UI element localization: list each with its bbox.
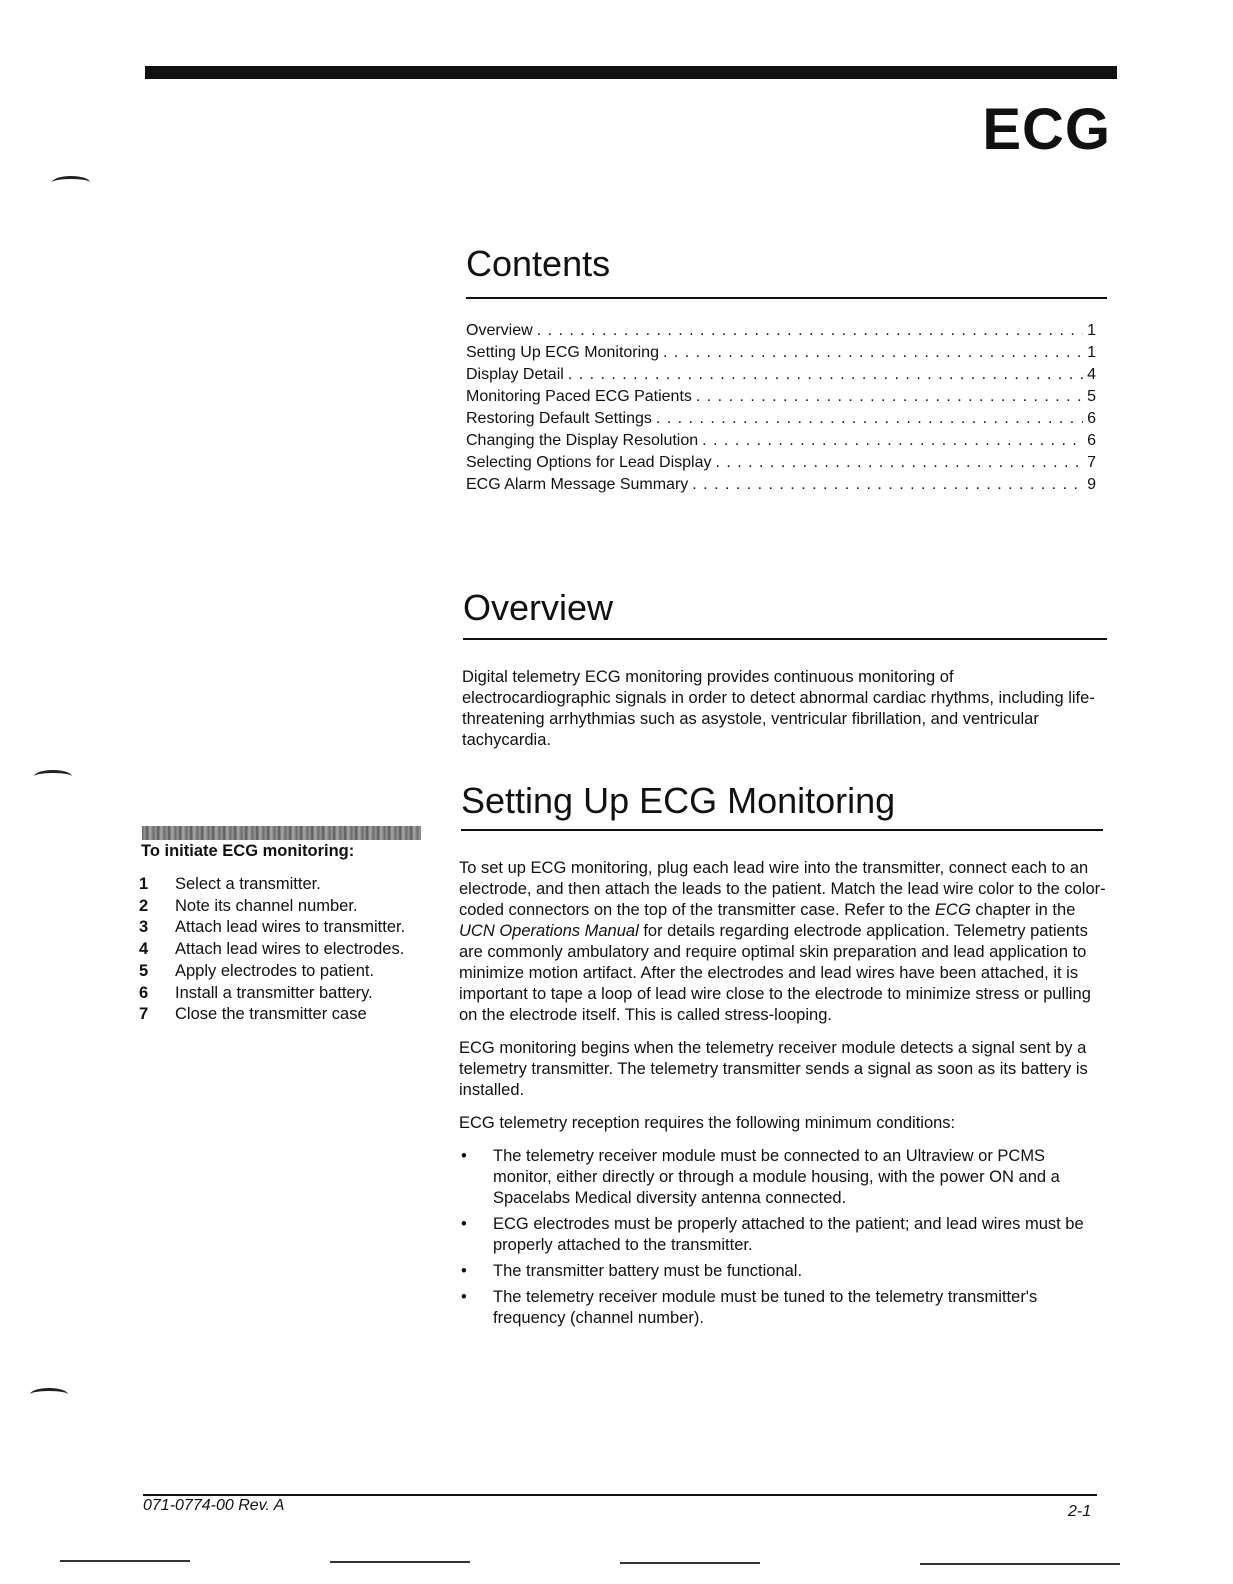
contents-title: Contents — [466, 243, 611, 284]
toc-entry[interactable] — [466, 452, 1096, 474]
toc-entry[interactable] — [466, 320, 1096, 342]
toc-entry-page: 6 — [1087, 432, 1096, 449]
toc-leader — [663, 342, 1083, 364]
procedure-steps — [139, 874, 405, 1026]
step-text: Select a transmitter. — [175, 875, 321, 893]
toc-entry-page: 1 — [1087, 322, 1096, 339]
scan-artifact-line — [920, 1563, 1120, 1565]
toc-entry-label: Monitoring Paced ECG Patients — [466, 388, 692, 405]
setup-paragraph-2: ECG monitoring begins when the telemetry receiver module detects a signal sent by a telemetry transmitter. The telemetry transmitter sends a signal as soon as its battery is installed. — [459, 1039, 1088, 1099]
toc-entry-page: 5 — [1087, 388, 1096, 405]
sidebar-accent-bar — [142, 826, 421, 840]
scan-artifact-line — [60, 1560, 190, 1562]
toc-entry-page: 4 — [1087, 366, 1096, 383]
contents-rule — [466, 297, 1107, 299]
toc-entry[interactable] — [466, 364, 1096, 386]
toc-entry-page: 9 — [1087, 476, 1096, 493]
toc-entry[interactable] — [466, 408, 1096, 430]
step-text: Install a transmitter battery. — [175, 983, 373, 1002]
step-number: 3 — [139, 918, 149, 937]
setup-text: for details regarding electrode application. Telemetry patients are commonly ambulatory and require optimal skin preparation and lead application to minimize motion artifact. After the electrodes and lead wires have been attached, it is important to tape a loop of lead wire close to the electrode to minimize stress or pulling on the electrode itself. This is called stress-looping. — [459, 922, 1091, 1024]
toc-entry-label: Setting Up ECG Monitoring — [466, 344, 659, 361]
step-item — [139, 917, 405, 939]
punch-hole-mark — [30, 1388, 68, 1401]
setup-rule — [461, 829, 1103, 831]
step-text: Note its channel number. — [175, 896, 358, 915]
setup-text: chapter in the — [970, 901, 1076, 919]
footer-rule — [143, 1494, 1097, 1496]
toc-entry-label: ECG Alarm Message Summary — [466, 476, 689, 493]
punch-hole-mark — [34, 770, 72, 783]
list-item: • ECG electrodes must be properly attached to the patient; and lead wires must be properly attached to the transmitter. — [459, 1214, 1107, 1256]
setup-text: To set up ECG monitoring, plug each lead wire into the transmitter, connect each to an electrode, and then attach the leads to the patient. Match the lead wire color to the color-coded connectors on the top of the transmitter case. Refer to the — [459, 859, 1106, 919]
ecg-reference: ECG — [935, 901, 971, 919]
manual-reference: UCN Operations Manual — [459, 922, 639, 940]
setup-paragraph-3: ECG telemetry reception requires the following minimum conditions: — [459, 1114, 956, 1132]
toc-entry-page: 7 — [1087, 454, 1096, 471]
toc-entry-label: Display Detail — [466, 366, 564, 383]
overview-body — [462, 667, 1104, 763]
toc-entry-label: Selecting Options for Lead Display — [466, 454, 712, 471]
toc-entry-page: 1 — [1087, 344, 1096, 361]
overview-rule — [463, 638, 1107, 640]
step-item — [139, 961, 405, 983]
toc-entry-label: Changing the Display Resolution — [466, 432, 699, 449]
toc-entry-label: Overview — [466, 322, 533, 339]
step-number: 1 — [139, 875, 149, 893]
setup-body — [459, 858, 1107, 1334]
toc-entry-page: 6 — [1087, 410, 1096, 427]
step-number: 5 — [139, 961, 149, 980]
toc-leader — [656, 408, 1083, 430]
step-item — [139, 896, 405, 918]
list-item: • The telemetry receiver module must be tuned to the telemetry transmitter's frequency (channel number). — [459, 1287, 1107, 1329]
step-item — [139, 874, 405, 896]
step-number: 7 — [139, 1005, 149, 1024]
step-number: 6 — [139, 983, 149, 1002]
step-text: Attach lead wires to electrodes. — [175, 940, 405, 959]
toc-leader — [696, 386, 1083, 408]
table-of-contents — [466, 320, 1096, 496]
chapter-title: ECG — [982, 97, 1111, 162]
toc-entry[interactable] — [466, 386, 1096, 408]
toc-entry[interactable] — [466, 430, 1096, 452]
overview-title: Overview — [463, 587, 614, 628]
toc-leader — [568, 364, 1083, 386]
punch-hole-mark — [52, 176, 90, 189]
step-item — [139, 1004, 405, 1026]
step-text: Apply electrodes to patient. — [175, 961, 375, 980]
overview-paragraph: Digital telemetry ECG monitoring provides continuous monitoring of electrocardiographic signals in order to detect abnormal cardiac rhythms, including life-threatening arrhythmias such as asystole, ventricular fibrillation, and ventricular tachycardia. — [462, 668, 1095, 749]
list-item: • The telemetry receiver module must be connected to an Ultraview or PCMS monitor, either directly or through a module housing, with the power ON and a Spacelabs Medical diversity antenna connected. — [459, 1146, 1107, 1209]
step-number: 4 — [139, 940, 149, 959]
header-rule — [145, 66, 1117, 79]
document-number: 071-0774-00 Rev. A — [143, 1497, 285, 1514]
toc-entry[interactable] — [466, 342, 1096, 364]
toc-leader — [692, 474, 1083, 496]
scan-artifact-line — [330, 1561, 470, 1563]
toc-leader — [715, 452, 1083, 474]
step-item — [139, 939, 405, 961]
requirements-list — [459, 1146, 1107, 1329]
step-text: Close the transmitter case — [175, 1005, 367, 1024]
toc-entry-label: Restoring Default Settings — [466, 410, 652, 427]
toc-entry[interactable] — [466, 474, 1096, 496]
step-text: Attach lead wires to transmitter. — [175, 918, 406, 937]
setup-title: Setting Up ECG Monitoring — [461, 780, 896, 821]
toc-leader — [702, 430, 1083, 452]
step-item — [139, 983, 405, 1005]
step-number: 2 — [139, 896, 149, 915]
list-item: • The transmitter battery must be functional. — [459, 1261, 1107, 1282]
setup-paragraph-1 — [459, 858, 1107, 1026]
scan-artifact-line — [620, 1562, 760, 1564]
page-number: 2-1 — [1068, 1503, 1092, 1520]
toc-leader — [537, 320, 1083, 342]
sidebar-heading: To initiate ECG monitoring: — [141, 842, 355, 860]
